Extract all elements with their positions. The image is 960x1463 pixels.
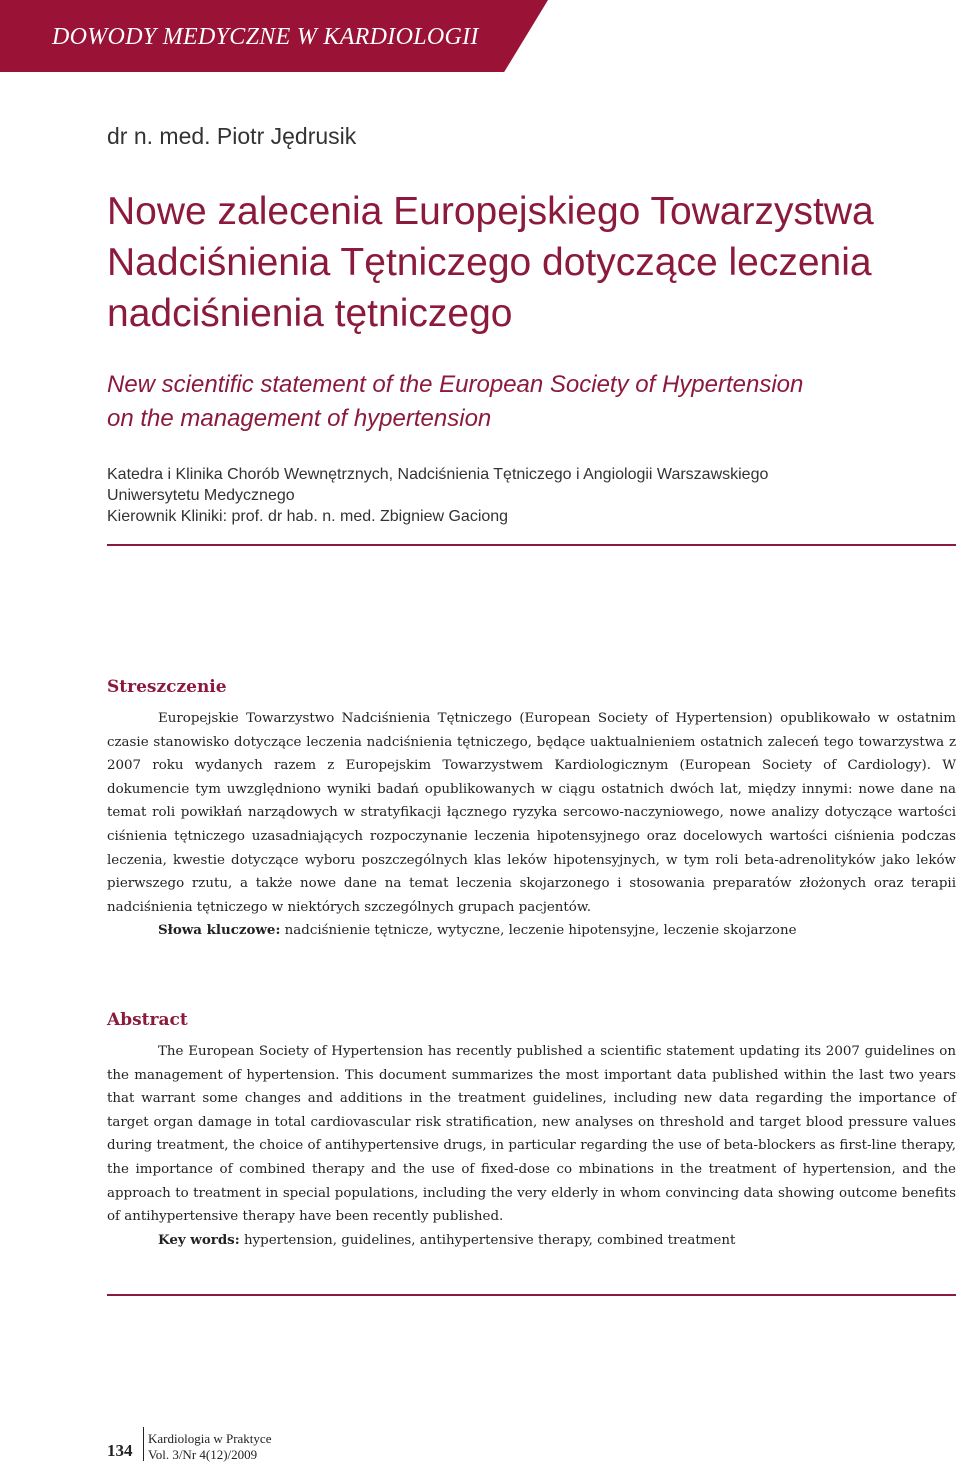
streszczenie-paragraph <box>107 707 956 919</box>
article-author: dr n. med. Piotr Jędrusik <box>107 123 357 149</box>
streszczenie-body <box>107 707 956 943</box>
abstract-heading: Abstract <box>107 1010 188 1030</box>
keywords-pl: nadciśnienie tętnicze, wytyczne, leczenie hipotensyjne, leczenie skojarzone <box>284 923 797 939</box>
page-number: 134 <box>107 1441 133 1460</box>
journal-volume: Vol. 3/Nr 4(12)/2009 <box>148 1447 258 1462</box>
article-title-english <box>107 368 957 436</box>
title-pl-line: Nowe zalecenia Europejskiego Towarzystwa <box>107 190 874 233</box>
title-pl-line: nadciśnienia tętniczego <box>107 292 513 335</box>
keywords-en: hypertension, guidelines, antihypertensive therapy, combined treatment <box>243 1232 736 1248</box>
footer-separator <box>143 1427 144 1461</box>
keywords-label-pl: Słowa kluczowe: <box>158 922 281 939</box>
abstract-paragraph: The European Society of Hypertension has recently published a scientific statement updating its 2007 guidelines on the management of hypertension. This document summarizes the most important data published within the last two years that warrant some changes and additions in the treatment guidelines, including new data regarding the importance of target organ damage in total cardiovascular risk stratification, new analyses on threshold and target blood pressure values during treatment, the choice of antihypertensive drugs, in particular regarding the use of beta-blockers as first-line therapy, the importance of combined therapy and the use of fixed-dose co mbinations in the treatment of hypertension, and the approach to treatment in special populations, including the very elderly in whom convincing data showing outcome benefits of antihypertensive therapy have been recently published. <box>107 1044 956 1225</box>
title-en-line: on the management of hypertension <box>107 405 492 432</box>
affiliation-block <box>107 464 957 527</box>
affiliation-line: Uniwersytetu Medycznego <box>107 487 295 504</box>
abstract-body <box>107 1040 956 1252</box>
title-en-line: New scientific statement of the European Society of Hypertension <box>107 371 804 398</box>
divider-bottom <box>107 1294 956 1296</box>
keywords-label-en: Key words: <box>158 1231 240 1248</box>
article-title-polish <box>107 186 957 339</box>
streszczenie-heading: Streszczenie <box>107 677 227 697</box>
journal-info <box>148 1431 271 1463</box>
affiliation-line: Kierownik Kliniki: prof. dr hab. n. med. Zbigniew Gaciong <box>107 508 509 525</box>
streszczenie-paragraph-2: W dokumencie tym uwzględniono wyniki badań opublikowanych w ciągu ostatnich dwóch lat, między innymi: nowe dane na temat roli powikłań narządowych w stratyfikacji łącznego ryzyka sercowo-naczyniowego, nowe analizy dotyczące wartości ciśnienia tętniczego uzasadniających rozpoczynanie leczenia hipotensyjnego oraz docelowych wartości ciśnienia podczas leczenia, kwestie dotyczące wyboru poszczególnych klas leków hipotensyjnych, w tym roli beta-adrenolityków jako leków pierwszego rzutu, a także nowe dane na temat leczenia skojarzonego i stosowania preparatów złożonych oraz terapii nadciśnienia tętniczego w niektórych szczególnych grupach pacjentów. <box>107 758 956 915</box>
title-pl-line: Nadciśnienia Tętniczego dotyczące leczenia <box>107 241 872 284</box>
journal-name: Kardiologia w Praktyce <box>148 1431 272 1446</box>
affiliation-line: Katedra i Klinika Chorób Wewnętrznych, Nadciśnienia Tętniczego i Angiologii Warszawskiego <box>107 466 769 483</box>
streszczenie-paragraph-1: Europejskie Towarzystwo Nadciśnienia Tętniczego (European Society of Hypertension) opublikowało w ostatnim czasie stanowisko dotyczące leczenia nadciśnienia tętniczego, będące uaktualnieniem ostatnich zaleceń tego towarzystwa z 2007 roku wydanych razem z Europejskim Towarzystwem Kardiologicznym (European Society of Cardiology). <box>107 711 956 774</box>
divider-top <box>107 544 956 546</box>
abstract-keywords <box>107 1229 956 1253</box>
streszczenie-keywords <box>107 919 956 943</box>
section-header-title: DOWODY MEDYCZNE W KARDIOLOGII <box>52 24 479 50</box>
